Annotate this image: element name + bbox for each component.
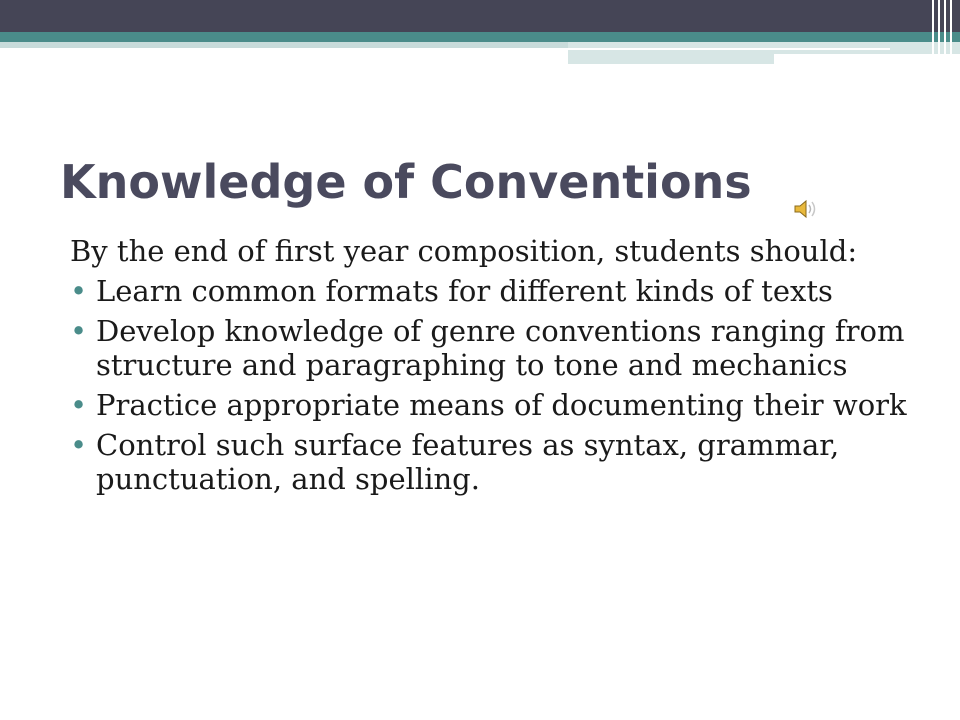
- bullet-item: [70, 274, 930, 308]
- bullet-dot-icon: •: [70, 388, 88, 422]
- header-white-line: [568, 48, 890, 50]
- bullet-item: [70, 388, 930, 422]
- bullet-dot-icon: •: [70, 314, 88, 348]
- bullet-item: [70, 314, 930, 382]
- slide-body: [70, 234, 930, 502]
- header-teal-bar: [0, 32, 960, 42]
- bullet-text: Develop knowledge of genre conventions ranging from structure and paragraphing to tone and mechanics: [96, 314, 905, 382]
- slide-title: Knowledge of Conventions: [60, 155, 752, 209]
- speaker-icon[interactable]: [793, 198, 819, 220]
- header-stripe: [938, 0, 940, 66]
- header-stripe: [950, 0, 952, 66]
- header-dark-bar: [0, 0, 960, 32]
- bullet-text: Control such surface features as syntax, grammar, punctuation, and spelling.: [96, 428, 840, 496]
- bullet-text: Practice appropriate means of documenting their work: [96, 388, 907, 422]
- header-light-bar-lower: [568, 54, 774, 64]
- header-light-bar-left: [0, 42, 568, 48]
- header-band: [0, 0, 960, 66]
- bullet-dot-icon: •: [70, 274, 88, 308]
- bullet-list: [70, 274, 930, 496]
- bullet-item: [70, 428, 930, 496]
- header-stripe: [932, 0, 934, 66]
- bullet-text: Learn common formats for different kinds of texts: [96, 274, 833, 308]
- intro-text: By the end of first year composition, students should:: [70, 234, 858, 268]
- header-stripe: [944, 0, 946, 66]
- bullet-dot-icon: •: [70, 428, 88, 462]
